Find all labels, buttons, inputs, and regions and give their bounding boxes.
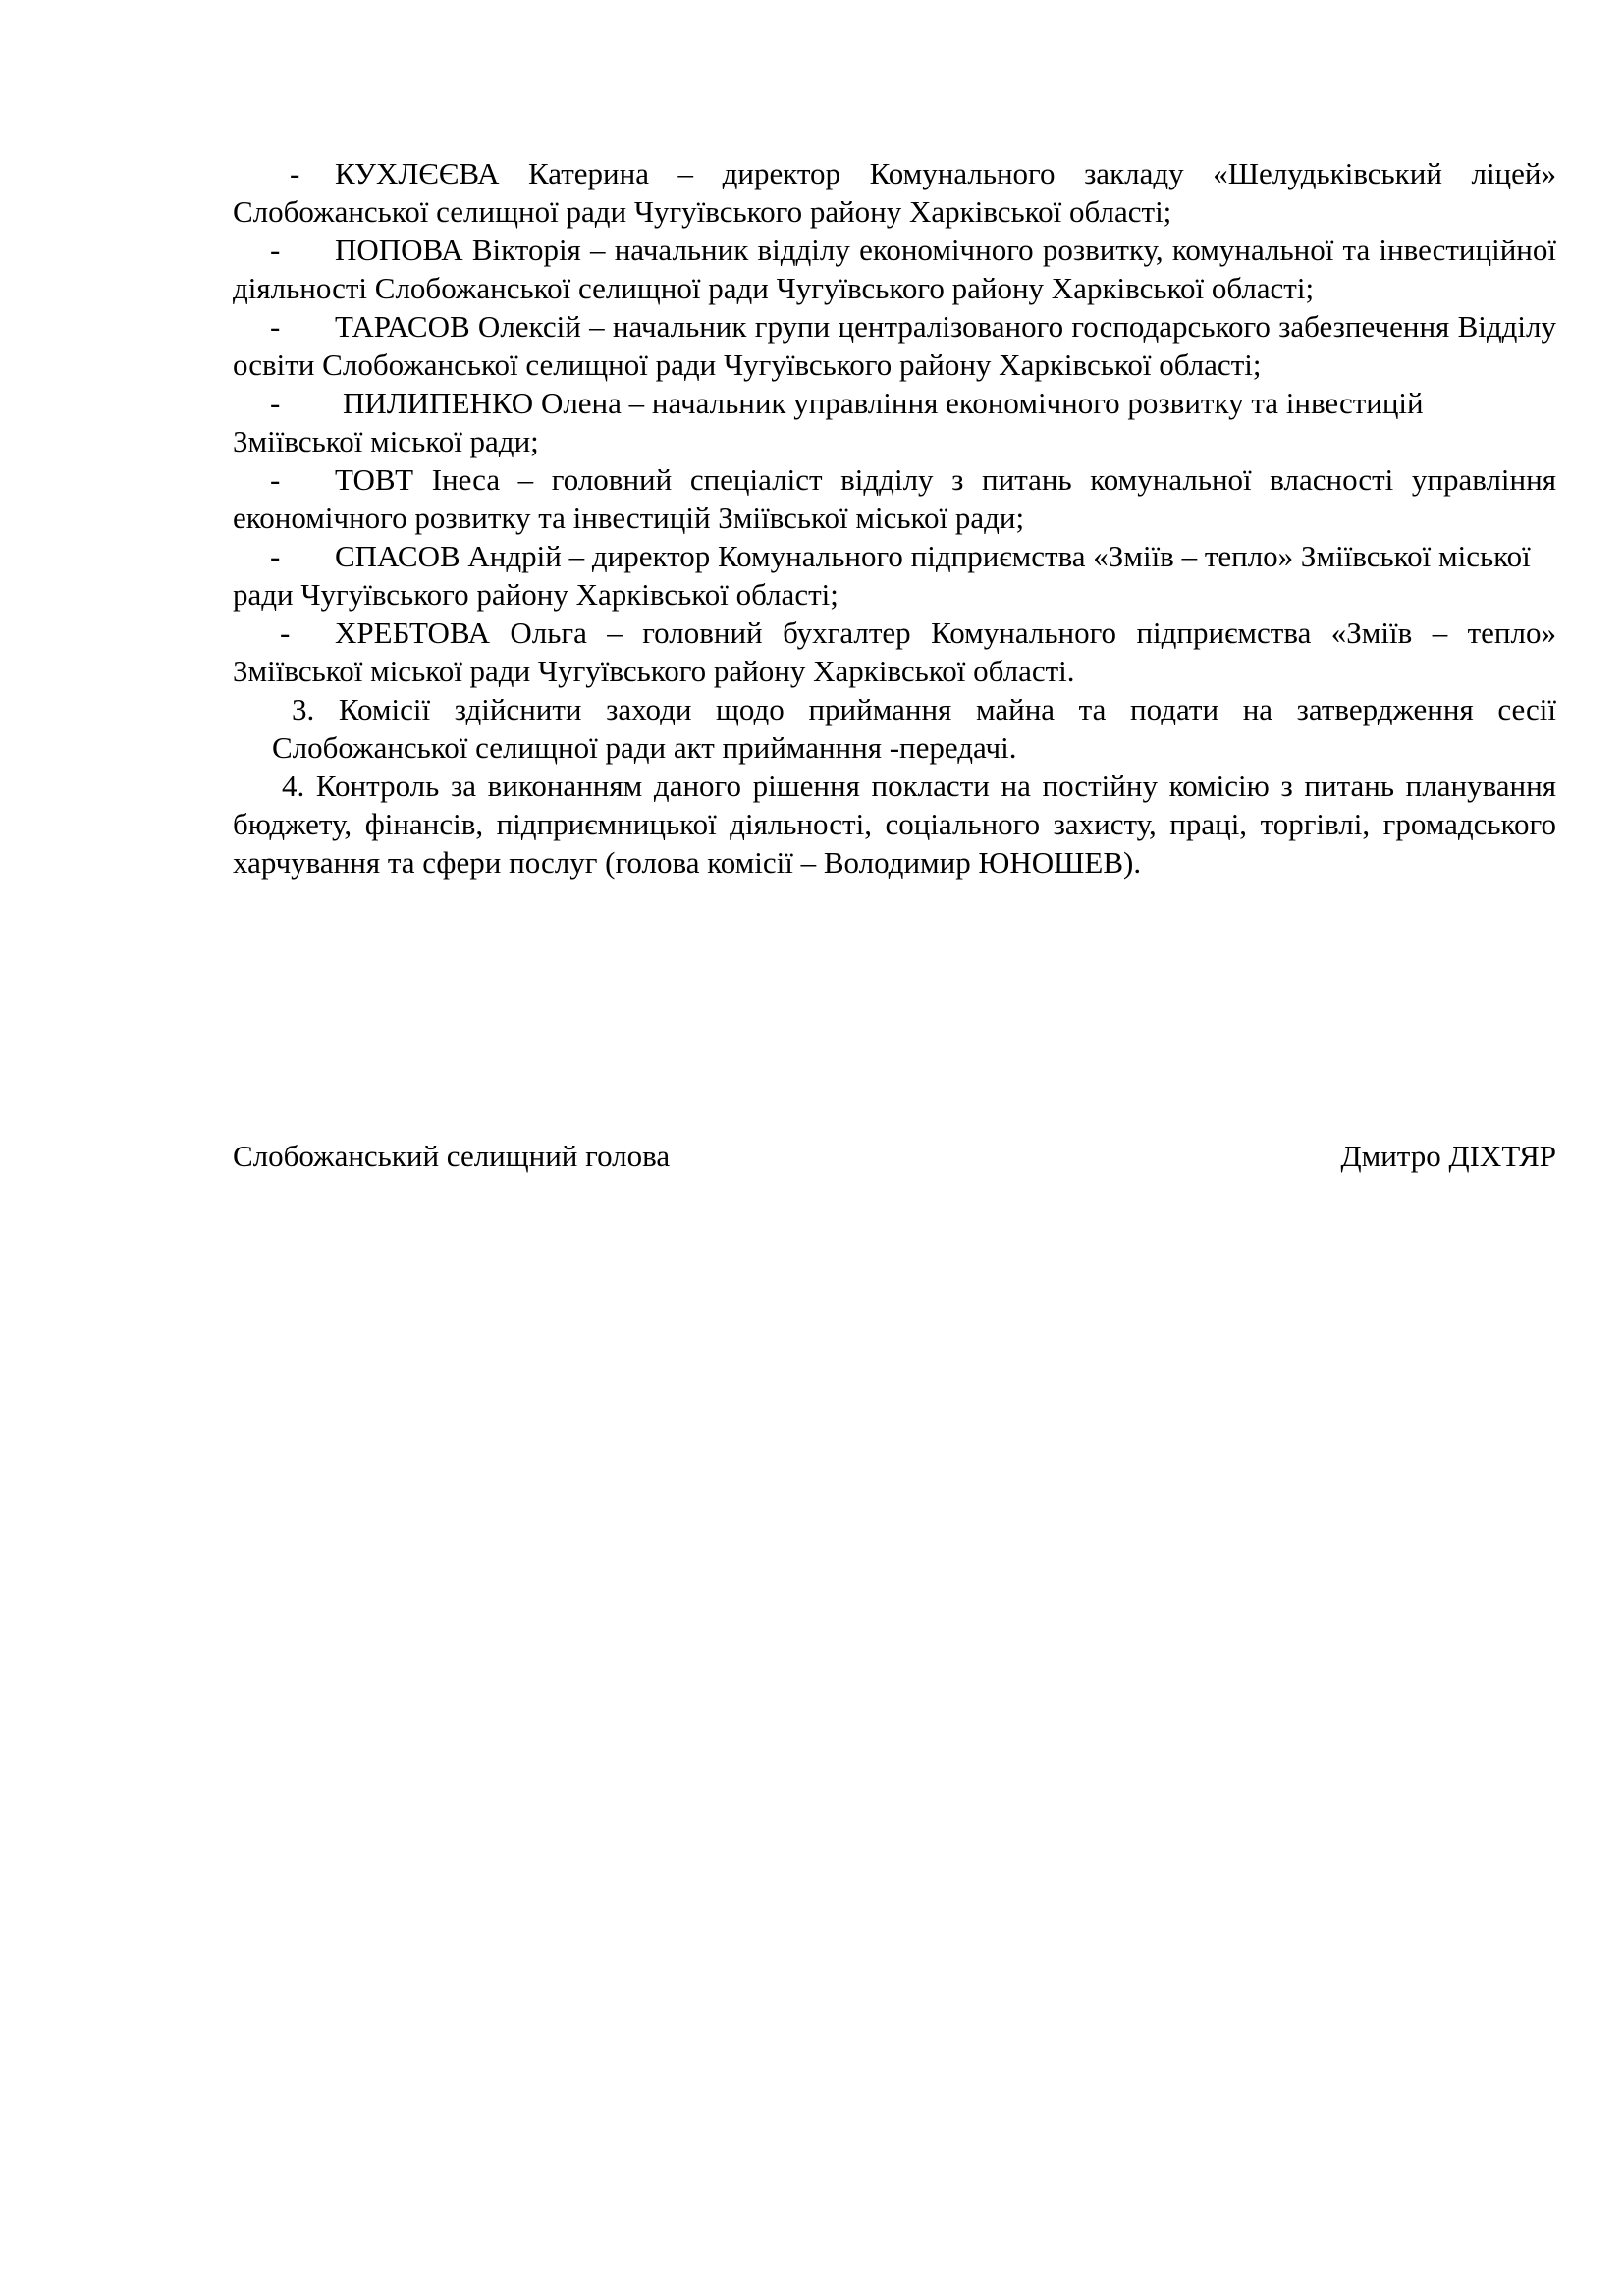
member-dash: - (270, 462, 281, 497)
signature-block (233, 1137, 1556, 1175)
item-text: 3. Комісії здійснити заходи щодо приймання майна та подати на затвердження сесії Слобожанської селищної ради акт прийманння -передачі. (272, 692, 1556, 765)
member-entry (233, 154, 1556, 231)
signatory-position: Слобожанський селищний голова (233, 1139, 671, 1173)
member-entry (233, 614, 1556, 690)
member-dash: - (290, 156, 300, 190)
member-dash: - (270, 309, 281, 344)
member-dash: - (270, 386, 281, 420)
member-text: ХРЕБТОВА Ольга – головний бухгалтер Комунального підприємства «Зміїв – тепло» Зміївської міської ради Чугуївського району Харківської області. (233, 615, 1556, 688)
member-dash: - (280, 615, 291, 650)
member-text: ТОВТ Інеса – головний спеціаліст відділу з питань комунальної власності управління економічного розвитку та інвестицій Зміївської міської ради; (233, 462, 1556, 535)
member-text: ПОПОВА Вікторія – начальник відділу економічного розвитку, комунальної та інвестиційної діяльності Слобожанської селищної ради Чугуївського району Харківської області; (233, 233, 1556, 305)
numbered-item (233, 690, 1556, 767)
member-entry (233, 537, 1556, 614)
member-entry (233, 231, 1556, 307)
member-dash: - (270, 539, 281, 573)
member-entry (233, 384, 1556, 460)
document-body (233, 154, 1556, 881)
member-text: ПИЛИПЕНКО Олена – начальник управління економічного розвитку та інвестицій Зміївської міської ради; (233, 386, 1424, 458)
member-text: КУХЛЄЄВА Катерина – директор Комунального закладу «Шелудьківський ліцей» Слобожанської селищної ради Чугуївського району Харківської області; (233, 156, 1556, 229)
member-dash: - (270, 233, 281, 267)
signatory-name: Дмитро ДІХТЯР (1340, 1139, 1556, 1173)
item-text: 4. Контроль за виконанням даного рішення покласти на постійну комісію з питань планування бюджету, фінансів, підприємницької діяльності, соціального захисту, праці, торгівлі, громадського харчування та сфери послуг (голова комісії – Володимир ЮНОШЕВ). (233, 769, 1556, 880)
member-entry (233, 460, 1556, 537)
member-text: ТАРАСОВ Олексій – начальник групи централізованого господарського забезпечення Відділу освіти Слобожанської селищної ради Чугуївського району Харківської області; (233, 309, 1556, 382)
numbered-item (233, 767, 1556, 881)
member-entry (233, 307, 1556, 384)
member-text: СПАСОВ Андрій – директор Комунального підприємства «Зміїв – тепло» Зміївської міської ради Чугуївського району Харківської області; (233, 539, 1531, 612)
